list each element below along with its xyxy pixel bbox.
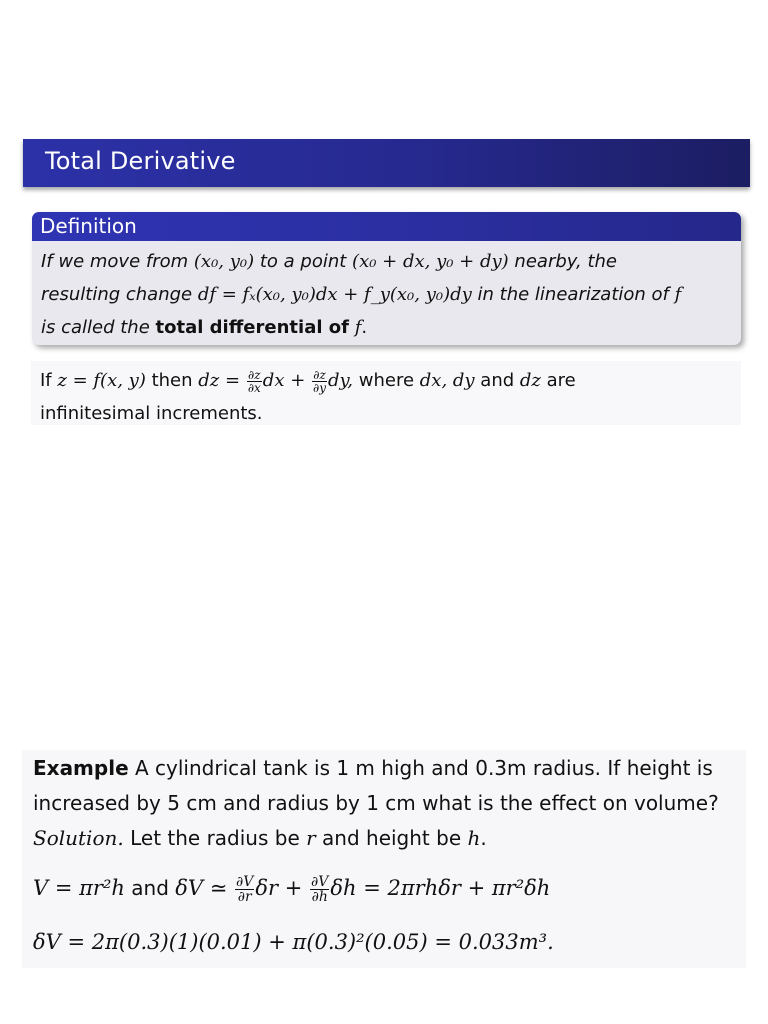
slide-title: Total Derivative xyxy=(45,147,236,175)
volume-change-result xyxy=(33,930,554,954)
text: is called the xyxy=(41,317,156,338)
note-text xyxy=(31,361,741,430)
math-dx-dy: dx, dy xyxy=(419,370,475,391)
volume-differential-equation xyxy=(33,875,550,904)
text: and height be xyxy=(315,826,468,850)
denominator: ∂r xyxy=(237,889,252,905)
math-dz: dz = xyxy=(198,370,241,391)
text: where xyxy=(353,370,420,391)
math-result: δV = 2π(0.3)(1)(0.01) + π(0.3)²(0.05) = 0.033m³. xyxy=(33,930,554,954)
definition-body xyxy=(32,241,741,344)
math-f: f xyxy=(354,317,362,338)
math-point: (x₀, y₀) xyxy=(193,251,255,272)
definition-line-1 xyxy=(41,245,731,278)
text: are xyxy=(540,370,576,391)
example-label: Example xyxy=(33,756,129,780)
text: If we move from xyxy=(41,251,194,272)
math-delta-v: δV ≃ xyxy=(175,876,228,900)
math-f: f xyxy=(674,284,682,305)
example-line-3 xyxy=(33,826,487,850)
numerator: ∂z xyxy=(313,367,326,382)
text: resulting change xyxy=(41,284,198,305)
example-line-1 xyxy=(33,756,713,780)
note-line-2: infinitesimal increments. xyxy=(40,403,263,424)
text: to a point xyxy=(254,251,353,272)
math-volume: V = πr²h xyxy=(33,876,125,900)
definition-line-3 xyxy=(41,311,731,344)
math-r: r xyxy=(306,826,316,850)
text: If xyxy=(40,370,58,391)
math-delta-h: δh = 2πrhδr + πr²δh xyxy=(330,876,551,900)
text: and xyxy=(124,876,176,900)
text: Let the radius be xyxy=(123,826,307,850)
slide-title-bar xyxy=(23,139,750,187)
numerator: ∂V xyxy=(311,874,329,890)
text: nearby, the xyxy=(508,251,618,272)
math-dz: dz xyxy=(519,370,541,391)
math-dy: dy, xyxy=(328,370,354,391)
math-dx: dx + xyxy=(262,370,306,391)
text: in the linearization of xyxy=(471,284,675,305)
definition-block xyxy=(32,212,741,345)
definition-line-2 xyxy=(41,278,731,311)
partial-fraction xyxy=(310,875,329,904)
math-delta-r: δr + xyxy=(255,876,303,900)
denominator: ∂y xyxy=(313,380,326,395)
text: . xyxy=(361,317,368,338)
text: and xyxy=(474,370,520,391)
partial-fraction xyxy=(312,369,327,394)
math-nearby-point: (x₀ + dx, y₀ + dy) xyxy=(352,251,509,272)
text: . xyxy=(480,826,487,850)
bold-term: total differential of xyxy=(155,317,349,338)
numerator: ∂z xyxy=(248,367,261,382)
example-line-2: increased by 5 cm and radius by 1 cm what is the effect on volume? xyxy=(33,791,719,815)
example-panel xyxy=(22,750,746,968)
definition-header: Definition xyxy=(32,212,741,241)
denominator: ∂h xyxy=(311,889,328,905)
partial-fraction xyxy=(247,369,262,394)
note-line-1 xyxy=(40,364,741,397)
text: A cylindrical tank is 1 m high and 0.3m radius. If height is xyxy=(128,756,713,780)
solution-label: Solution. xyxy=(33,826,124,850)
text: then xyxy=(145,370,199,391)
math-differential: df = fₓ(x₀, y₀)dx + f_y(x₀, y₀)dy xyxy=(197,284,472,305)
math-z: z = f(x, y) xyxy=(57,370,146,391)
math-h: h xyxy=(467,826,481,850)
total-differential-note xyxy=(31,361,741,425)
denominator: ∂x xyxy=(247,380,261,395)
numerator: ∂V xyxy=(236,874,254,890)
partial-fraction xyxy=(235,875,254,904)
